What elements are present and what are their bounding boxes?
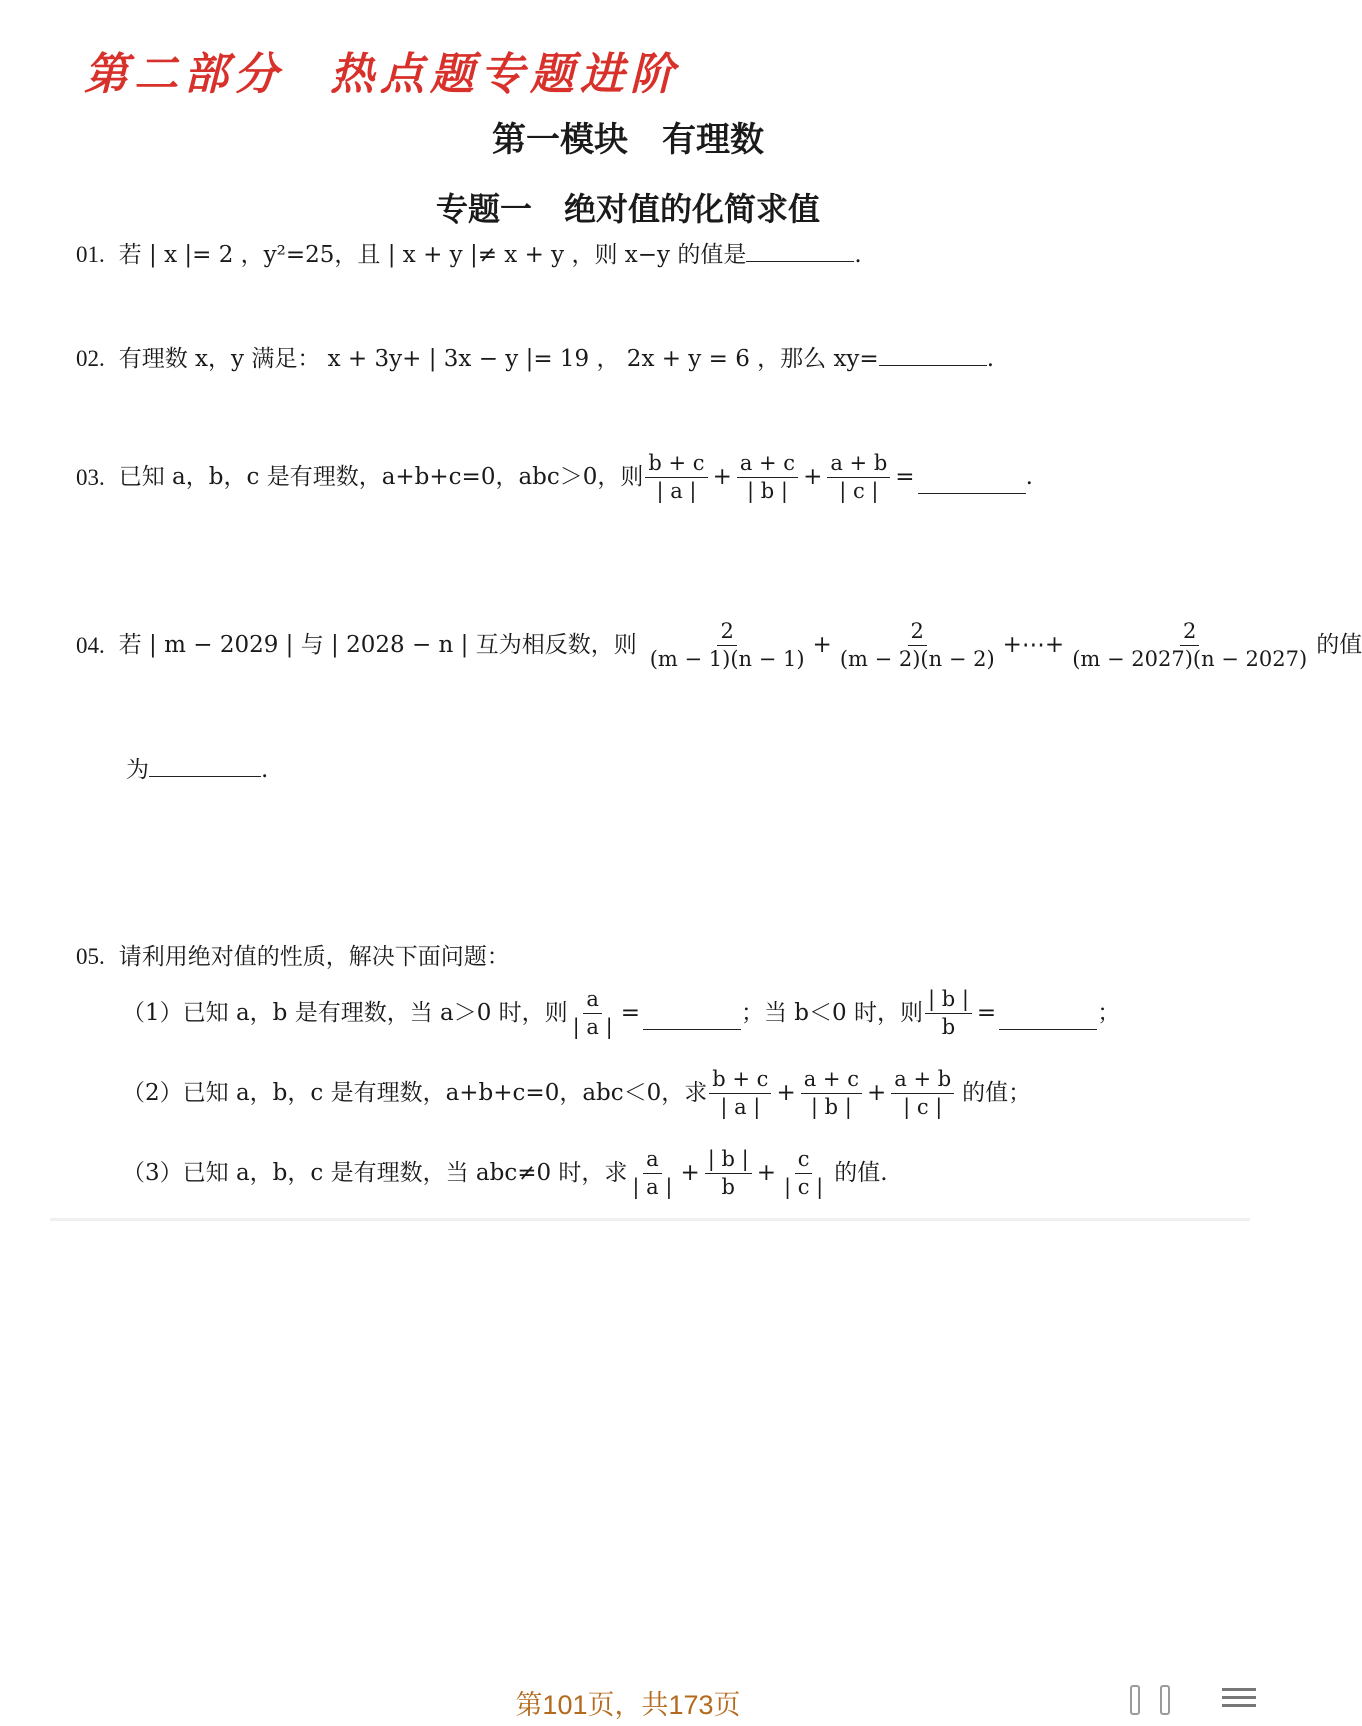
fraction: $\frac{2}{(m - 2027)(n - 2027)}$ [1072, 619, 1308, 672]
question-01: 01. 若 | x |= 2 ，y²=25，且 | x + y |≠ x + y ，则 x−y 的值是 . [76, 242, 862, 268]
topic-title: 专题一 绝对值的化简求值 [435, 190, 820, 228]
question-number: 04. [76, 632, 105, 658]
question-04: 04. 若 | m − 2029 | 与 | 2028 − n | 互为相反数，则 $\frac{2}{(m - 1)(n - 1)}$ + $\frac{2}{(m - 2)(n - 2)}$ +⋯+ $\frac{2}{(m - 2027)(n - 2027)}$ 的值 [76, 619, 1362, 672]
question-text: 已知 a，b，c 是有理数，a+b+c=0，abc＞0，则 [118, 463, 644, 490]
module-title: 第一模块 有理数 [492, 120, 764, 160]
question-number: 03. [76, 464, 105, 490]
question-text: 若 | x |= 2 ，y²=25，且 | x + y |≠ x + y ，则 x−y 的值是 [118, 242, 747, 268]
fraction: $\frac{a + b}{| c |}$ [827, 452, 890, 503]
scroll-handle-icon[interactable] [1160, 1685, 1170, 1715]
question-03: 03. 已知 a，b，c 是有理数，a+b+c=0，abc＞0，则 $\frac{b + c}{| a |}$ + $\frac{a + c}{| b |}$ + $\frac{a + b}{| c |}$ = . [76, 451, 1033, 504]
page-indicator: 第101页，共173页 [515, 1690, 741, 1720]
fraction: $\frac{b + c}{| a |}$ [645, 452, 707, 503]
question-05-part3: （3）已知 a，b，c 是有理数，当 abc≠0 时，求 $\frac{a}{| a |}$ + $\frac{| b |}{b}$ + $\frac{c}{| c |}$ 的值. [122, 1147, 888, 1200]
question-05-part2: （2）已知 a，b，c 是有理数，a+b+c=0，abc＜0，求 $\frac{b + c}{| a |}$ + $\frac{a + c}{| b |}$ + $\frac{a + b}{| c |}$ 的值； [122, 1067, 1032, 1120]
scan-artifact-line [50, 1218, 1250, 1221]
question-text: 有理数 x，y 满足： x + 3y+ | 3x − y |= 19 ， 2x + y = 6 ，那么 xy= [118, 346, 879, 372]
fraction: $\frac{2}{(m - 2)(n - 2)}$ [839, 619, 995, 672]
fraction: $\frac{| b |}{b}$ [925, 988, 972, 1039]
question-number: 01. [76, 242, 105, 267]
part-title [84, 38, 680, 102]
fraction: $\frac{a}{| a |}$ [572, 987, 613, 1040]
question-number: 05. [76, 944, 105, 969]
question-text: 若 | m − 2029 | 与 | 2028 − n | 互为相反数，则 [118, 631, 637, 658]
fraction: $\frac{c}{| c |}$ [783, 1147, 824, 1200]
question-02: 02. 有理数 x，y 满足： x + 3y+ | 3x − y |= 19 ， 2x + y = 6 ，那么 xy= . [76, 346, 994, 372]
fraction: $\frac{a + c}{| b |}$ [801, 1068, 862, 1119]
question-text: 请利用绝对值的性质，解决下面问题： [118, 944, 510, 970]
fraction: $\frac{2}{(m - 1)(n - 1)}$ [649, 619, 805, 672]
fraction: $\frac{a + b}{| c |}$ [891, 1068, 954, 1119]
fraction: $\frac{a}{| a |}$ [632, 1147, 673, 1200]
part-title-b: 热点题专题进阶 [330, 49, 680, 100]
question-05-part1: （1）已知 a，b 是有理数，当 a＞0 时，则 $\frac{a}{| a |}$ = ；当 b＜0 时，则 $\frac{| b |}{b}$ = ； [122, 987, 1121, 1040]
scroll-handle-icon[interactable] [1130, 1685, 1140, 1715]
fraction: $\frac{| b |}{b}$ [705, 1148, 752, 1199]
menu-icon[interactable] [1210, 1680, 1280, 1716]
answer-blank[interactable] [149, 758, 261, 777]
answer-blank[interactable] [879, 347, 987, 366]
fraction: $\frac{b + c}{| a |}$ [709, 1068, 771, 1119]
question-05 [76, 942, 510, 973]
part-title-a: 第二部分 [84, 49, 284, 100]
answer-blank[interactable] [643, 1011, 741, 1030]
fraction: $\frac{a + c}{| b |}$ [737, 452, 798, 503]
question-number: 02. [76, 346, 105, 371]
answer-blank[interactable] [918, 475, 1026, 494]
answer-blank[interactable] [746, 243, 854, 262]
answer-blank[interactable] [999, 1011, 1097, 1030]
question-04-line2: 为 . [126, 757, 269, 783]
